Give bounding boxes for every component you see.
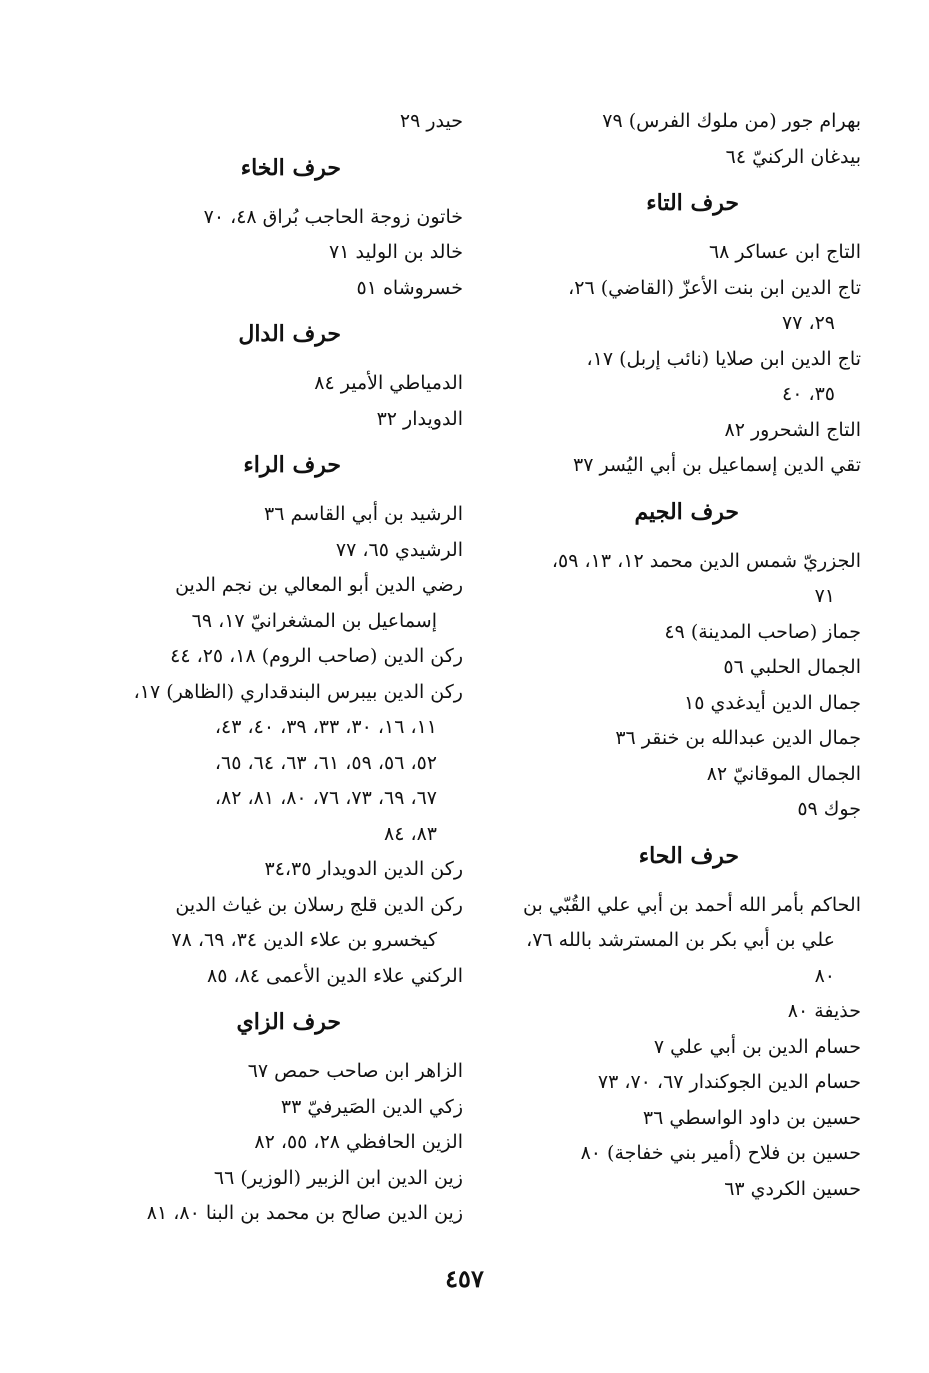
index-entry-continuation: علي بن أبي بكر بن المسترشد بالله ٧٦، — [526, 929, 835, 951]
page-number: ٤٥٧ — [445, 1264, 484, 1293]
index-entry-continuation: ٦٧، ٦٩، ٧٣، ٧٦، ٨٠، ٨١، ٨٢، — [214, 787, 437, 809]
index-entry: خسروشاه ٥١ — [356, 276, 463, 299]
letter-heading: حرف التاء — [646, 190, 739, 216]
index-entry-continuation: ٥٢، ٥٦، ٥٩، ٦١، ٦٣، ٦٤، ٦٥، — [214, 751, 437, 774]
index-entry: حذيفة ٨٠ — [787, 1000, 861, 1022]
index-entry: ركن الدين (صاحب الروم) ١٨، ٢٥، ٤٤ — [170, 645, 463, 667]
index-entry-continuation: ٢٩، ٧٧ — [781, 312, 835, 334]
index-entry: حيدر ٢٩ — [399, 110, 463, 132]
index-entry: حسين بن داود الواسطي ٣٦ — [642, 1106, 861, 1129]
index-entry-continuation: ٣٥، ٤٠ — [781, 383, 835, 405]
index-entry: خاتون زوجة الحاجب بُراق ٤٨، ٧٠ — [203, 205, 463, 228]
index-entry: الزاهر ابن صاحب حمص ٦٧ — [247, 1060, 463, 1082]
index-entry: الجزريّ شمس الدين محمد ١٢، ١٣، ٥٩، — [551, 549, 861, 572]
index-entry: حسين بن فلاح (أمير بني خفاجة) ٨٠ — [580, 1142, 861, 1164]
index-entry-continuation: ٨٣، ٨٤ — [383, 822, 437, 845]
index-entry-continuation: ٧١ — [814, 585, 835, 607]
index-entry: الجمال الحلبي ٥٦ — [723, 656, 861, 678]
index-entry: تقي الدين إسماعيل بن أبي اليُسر ٣٧ — [572, 454, 861, 476]
index-entry: حسام الدين الجوكندار ٦٧، ٧٠، ٧٣ — [597, 1071, 861, 1093]
index-entry: ركن الدين قلج رسلان بن غياث الدين — [175, 893, 463, 916]
letter-heading: حرف الزاي — [236, 1009, 341, 1035]
index-entry: جمال الدين أيدغدي ١٥ — [684, 691, 861, 714]
index-entry: جمال الدين عبدالله بن خنقر ٣٦ — [615, 727, 861, 749]
index-entry: رضي الدين أبو المعالي بن نجم الدين — [175, 574, 463, 596]
index-entry: ركن الدين الدويدار ٣٤،٣٥ — [264, 858, 463, 880]
index-entry: جماز (صاحب المدينة) ٤٩ — [664, 620, 861, 643]
index-entry: حسام الدين بن أبي علي ٧ — [653, 1035, 861, 1058]
index-entry: الرشيد بن أبي القاسم ٣٦ — [264, 503, 463, 525]
index-entry: الركني علاء الدين الأعمى ٨٤، ٨٥ — [206, 964, 463, 987]
index-entry: بهرام جور (من ملوك الفرس) ٧٩ — [602, 110, 861, 132]
index-entry: زكي الدين الصَيرفيّ ٣٣ — [280, 1095, 463, 1118]
index-entry: ركن الدين بيبرس البندقداري (الظاهر) ١٧، — [133, 680, 463, 703]
index-entry: تاج الدين ابن صلايا (نائب إربل) ١٧، — [586, 347, 861, 370]
index-entry: زين الدين ابن الزبير (الوزير) ٦٦ — [213, 1166, 463, 1189]
index-entry: خالد بن الوليد ٧١ — [329, 241, 463, 263]
index-column-right — [501, 104, 861, 1207]
letter-heading: حرف الراء — [243, 452, 341, 478]
index-entry: الحاكم بأمر الله أحمد بن أبي علي القُبّي بن — [522, 893, 861, 916]
index-entry: زين الدين صالح بن محمد بن البنا ٨٠، ٨١ — [146, 1202, 463, 1224]
index-entry-continuation: ٨٠ — [814, 964, 835, 987]
letter-heading: حرف الجيم — [634, 498, 739, 525]
index-entry: بيدغان الركنيّ ٦٤ — [725, 145, 861, 168]
index-entry: الزين الحافظي ٢٨، ٥٥، ٨٢ — [254, 1131, 463, 1153]
letter-heading: حرف الدال — [238, 321, 341, 347]
letter-heading: حرف الحاء — [638, 842, 739, 869]
letter-heading: حرف الخاء — [240, 154, 341, 181]
index-entry: حسين الكردي ٦٣ — [724, 1177, 861, 1200]
index-entry: الدمياطي الأمير ٨٤ — [314, 372, 463, 394]
index-entry: التاج ابن عساكر ٦٨ — [708, 241, 861, 263]
index-entry-continuation: ١١، ١٦، ٣٠، ٣٣، ٣٩، ٤٠، ٤٣، — [214, 716, 437, 738]
index-column-left — [103, 104, 463, 1232]
index-entry: التاج الشحرور ٨٢ — [724, 418, 861, 441]
index-entry: تاج الدين ابن بنت الأعزّ (القاضي) ٢٦، — [568, 276, 861, 299]
index-entry: الدويدار ٣٢ — [376, 407, 463, 430]
index-entry: جوك ٥٩ — [797, 798, 861, 820]
index-entry: الجمال الموقانيّ ٨٢ — [706, 762, 861, 785]
index-entry: الرشيدي ٦٥، ٧٧ — [335, 538, 463, 561]
index-entry-continuation: كيخسرو بن علاء الدين ٣٤، ٦٩، ٧٨ — [171, 929, 437, 951]
index-entry-continuation: إسماعيل بن المشغرانيّ ١٧، ٦٩ — [191, 609, 437, 632]
